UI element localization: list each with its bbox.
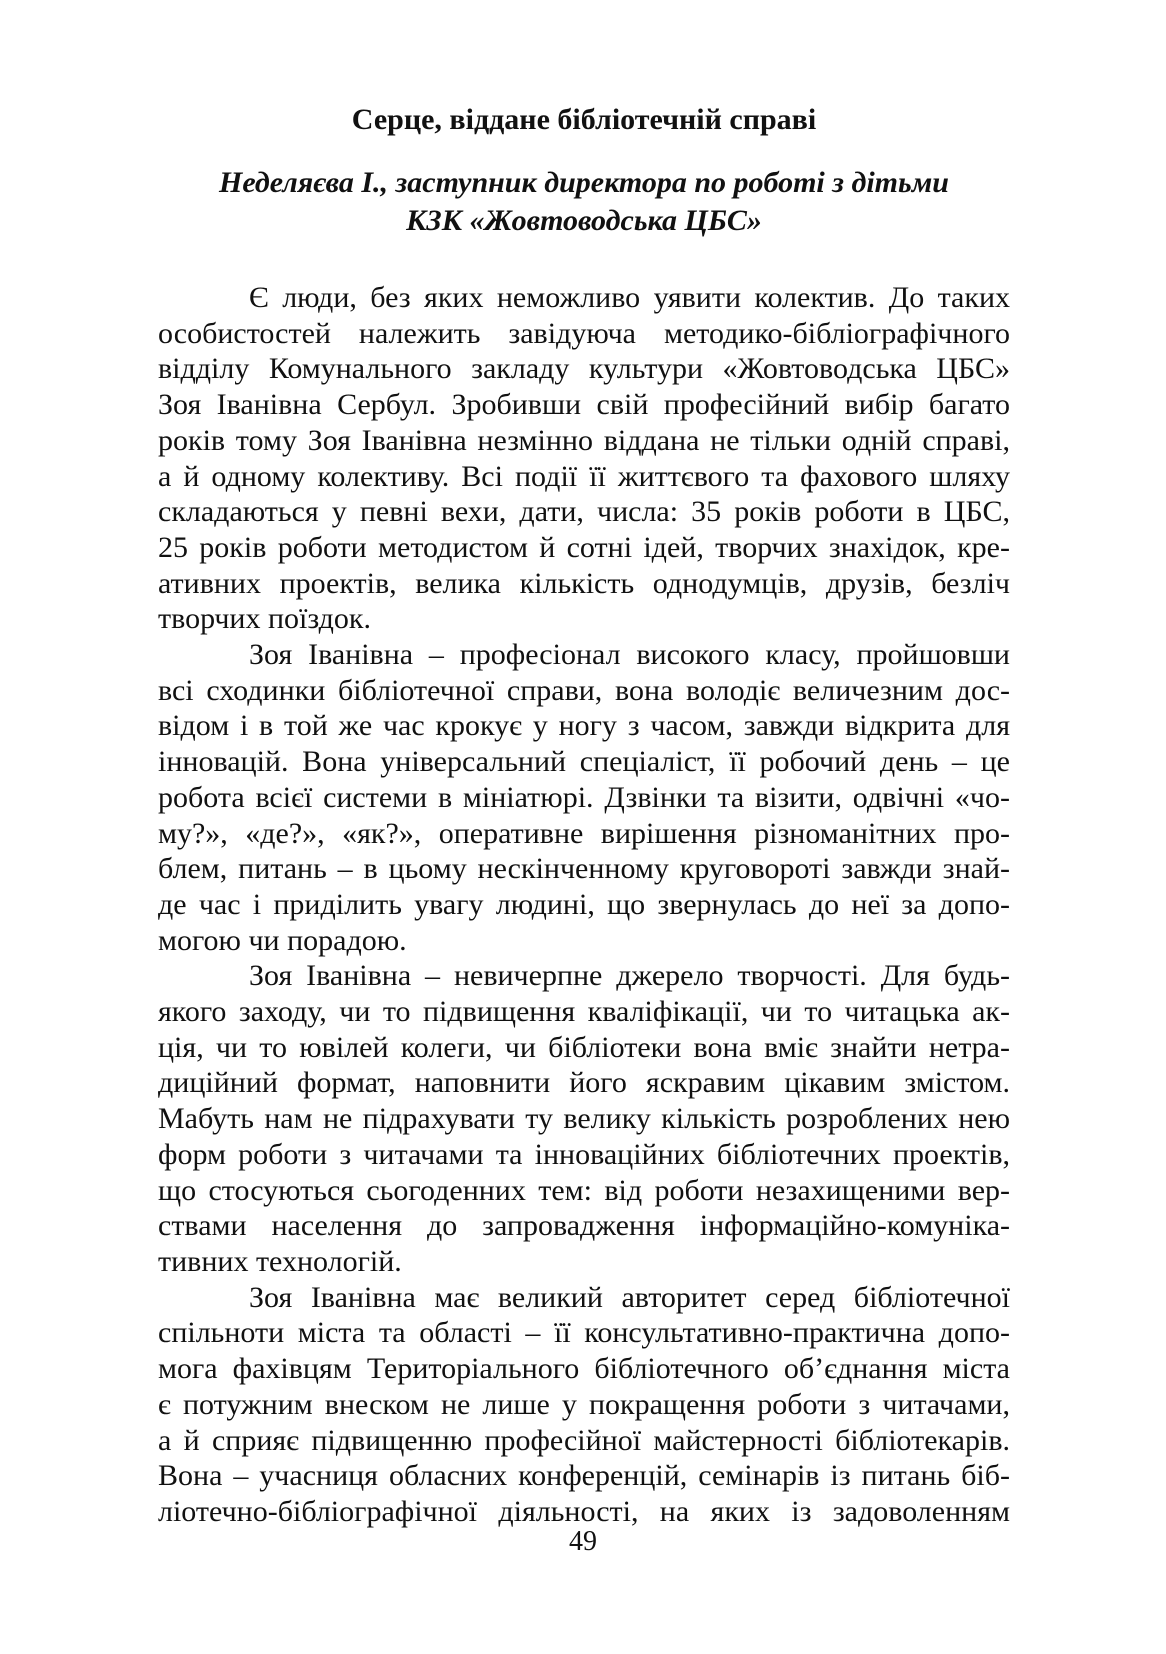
text-line: всі сходинки бібліотечної справи, вона володіє величезним дос-	[158, 673, 1010, 707]
paragraph	[158, 637, 1010, 958]
text-line: ствами населення до запровадження інформаційно-комуніка-	[158, 1209, 1010, 1243]
text-line: Зоя Іванівна має великий авторитет серед бібліотечної	[249, 1280, 1010, 1314]
text-line: відом і в той же час крокує у ногу з часом, завжди відкрита для	[158, 709, 1010, 743]
text-line: є потужним внеском не лише у покращення роботи з читачами,	[158, 1387, 1010, 1421]
text-line: відділу Комунального закладу культури «Жовтоводська ЦБС»	[158, 352, 1010, 386]
text-line: Зоя Іванівна – професіонал високого класу, пройшовши	[249, 638, 1010, 672]
text-line: му?», «де?», «як?», оперативне вирішення різноманітних про-	[158, 816, 1010, 850]
text-line: Є люди, без яких неможливо уявити колектив. До таких	[249, 281, 1010, 314]
text-line: ліотечно-бібліографічної діяльності, на яких із задоволенням	[158, 1494, 1010, 1528]
document-page	[158, 100, 1010, 1530]
text-line: складаються у певні вехи, дати, числа: 35 років роботи в ЦБС,	[158, 495, 1010, 529]
page-number: 49	[569, 1526, 597, 1557]
article-title: Серце, віддане бібліотечній справі	[351, 103, 817, 136]
text-line: мога фахівцям Територіального бібліотечного об’єднання міста	[158, 1352, 1010, 1386]
paragraph	[158, 1280, 1010, 1530]
text-line: що стосуються сьогоденних тем: від роботи незахищеними вер-	[158, 1173, 1010, 1207]
text-line: якого заходу, чи то підвищення кваліфікації, чи то читацька ак-	[158, 995, 1010, 1029]
text-line: Зоя Іванівна – невичерпне джерело творчості. Для будь-	[249, 959, 1010, 993]
text-line: де час і приділить увагу людині, що звернулась до неї за допо-	[158, 887, 1010, 921]
text-line: Мабуть нам не підрахувати ту велику кількість розроблених нею	[158, 1102, 1010, 1136]
text-line: спільноти міста та області – її консультативно-практична допо-	[158, 1316, 1010, 1350]
text-line: особистостей належить завідуюча методико-бібліографічного	[158, 316, 1010, 350]
text-line: творчих поїздок.	[158, 602, 372, 636]
author-line: Неделяєва І., заступник директора по роботі з дітьми	[219, 166, 949, 199]
text-line: Вона – учасниця обласних конференцій, семінарів із питань біб-	[158, 1459, 1010, 1493]
text-line: могою чи порадою.	[158, 923, 407, 957]
text-line: 25 років роботи методистом й сотні ідей, творчих знахідок, кре-	[158, 530, 1010, 564]
paragraph	[158, 958, 1010, 1279]
text-line: диційний формат, наповнити його яскравим цікавим змістом.	[158, 1066, 1010, 1100]
author-block	[158, 164, 1010, 240]
article-body	[158, 280, 1010, 1530]
text-line: робота всієї системи в мініатюрі. Дзвінки та візити, одвічні «чо-	[158, 780, 1010, 814]
text-line: тивних технологій.	[158, 1244, 402, 1278]
text-line: інновацій. Вона універсальний спеціаліст, її робочий день – це	[158, 745, 1010, 779]
text-line: форм роботи з читачами та інноваційних бібліотечних проектів,	[158, 1137, 1010, 1171]
author-affiliation: КЗК «Жовтоводська ЦБС»	[406, 204, 762, 237]
text-line: років тому Зоя Іванівна незмінно віддана не тільки одній справі,	[158, 423, 1010, 457]
text-line: а й одному колективу. Всі події її життєвого та фахового шляху	[158, 459, 1010, 493]
paragraph	[158, 280, 1010, 637]
text-line: ція, чи то ювілей колеги, чи бібліотеки вона вміє знайти нетра-	[158, 1030, 1010, 1064]
text-line: Зоя Іванівна Сербул. Зробивши свій професійний вибір багато	[158, 388, 1010, 422]
text-line: а й сприяє підвищенню професійної майстерності бібліотекарів.	[158, 1423, 1010, 1457]
text-line: блем, питань – в цьому нескінченному круговороті завжди знай-	[158, 852, 1010, 886]
text-line: ативних проектів, велика кількість однодумців, друзів, безліч	[158, 566, 1010, 600]
